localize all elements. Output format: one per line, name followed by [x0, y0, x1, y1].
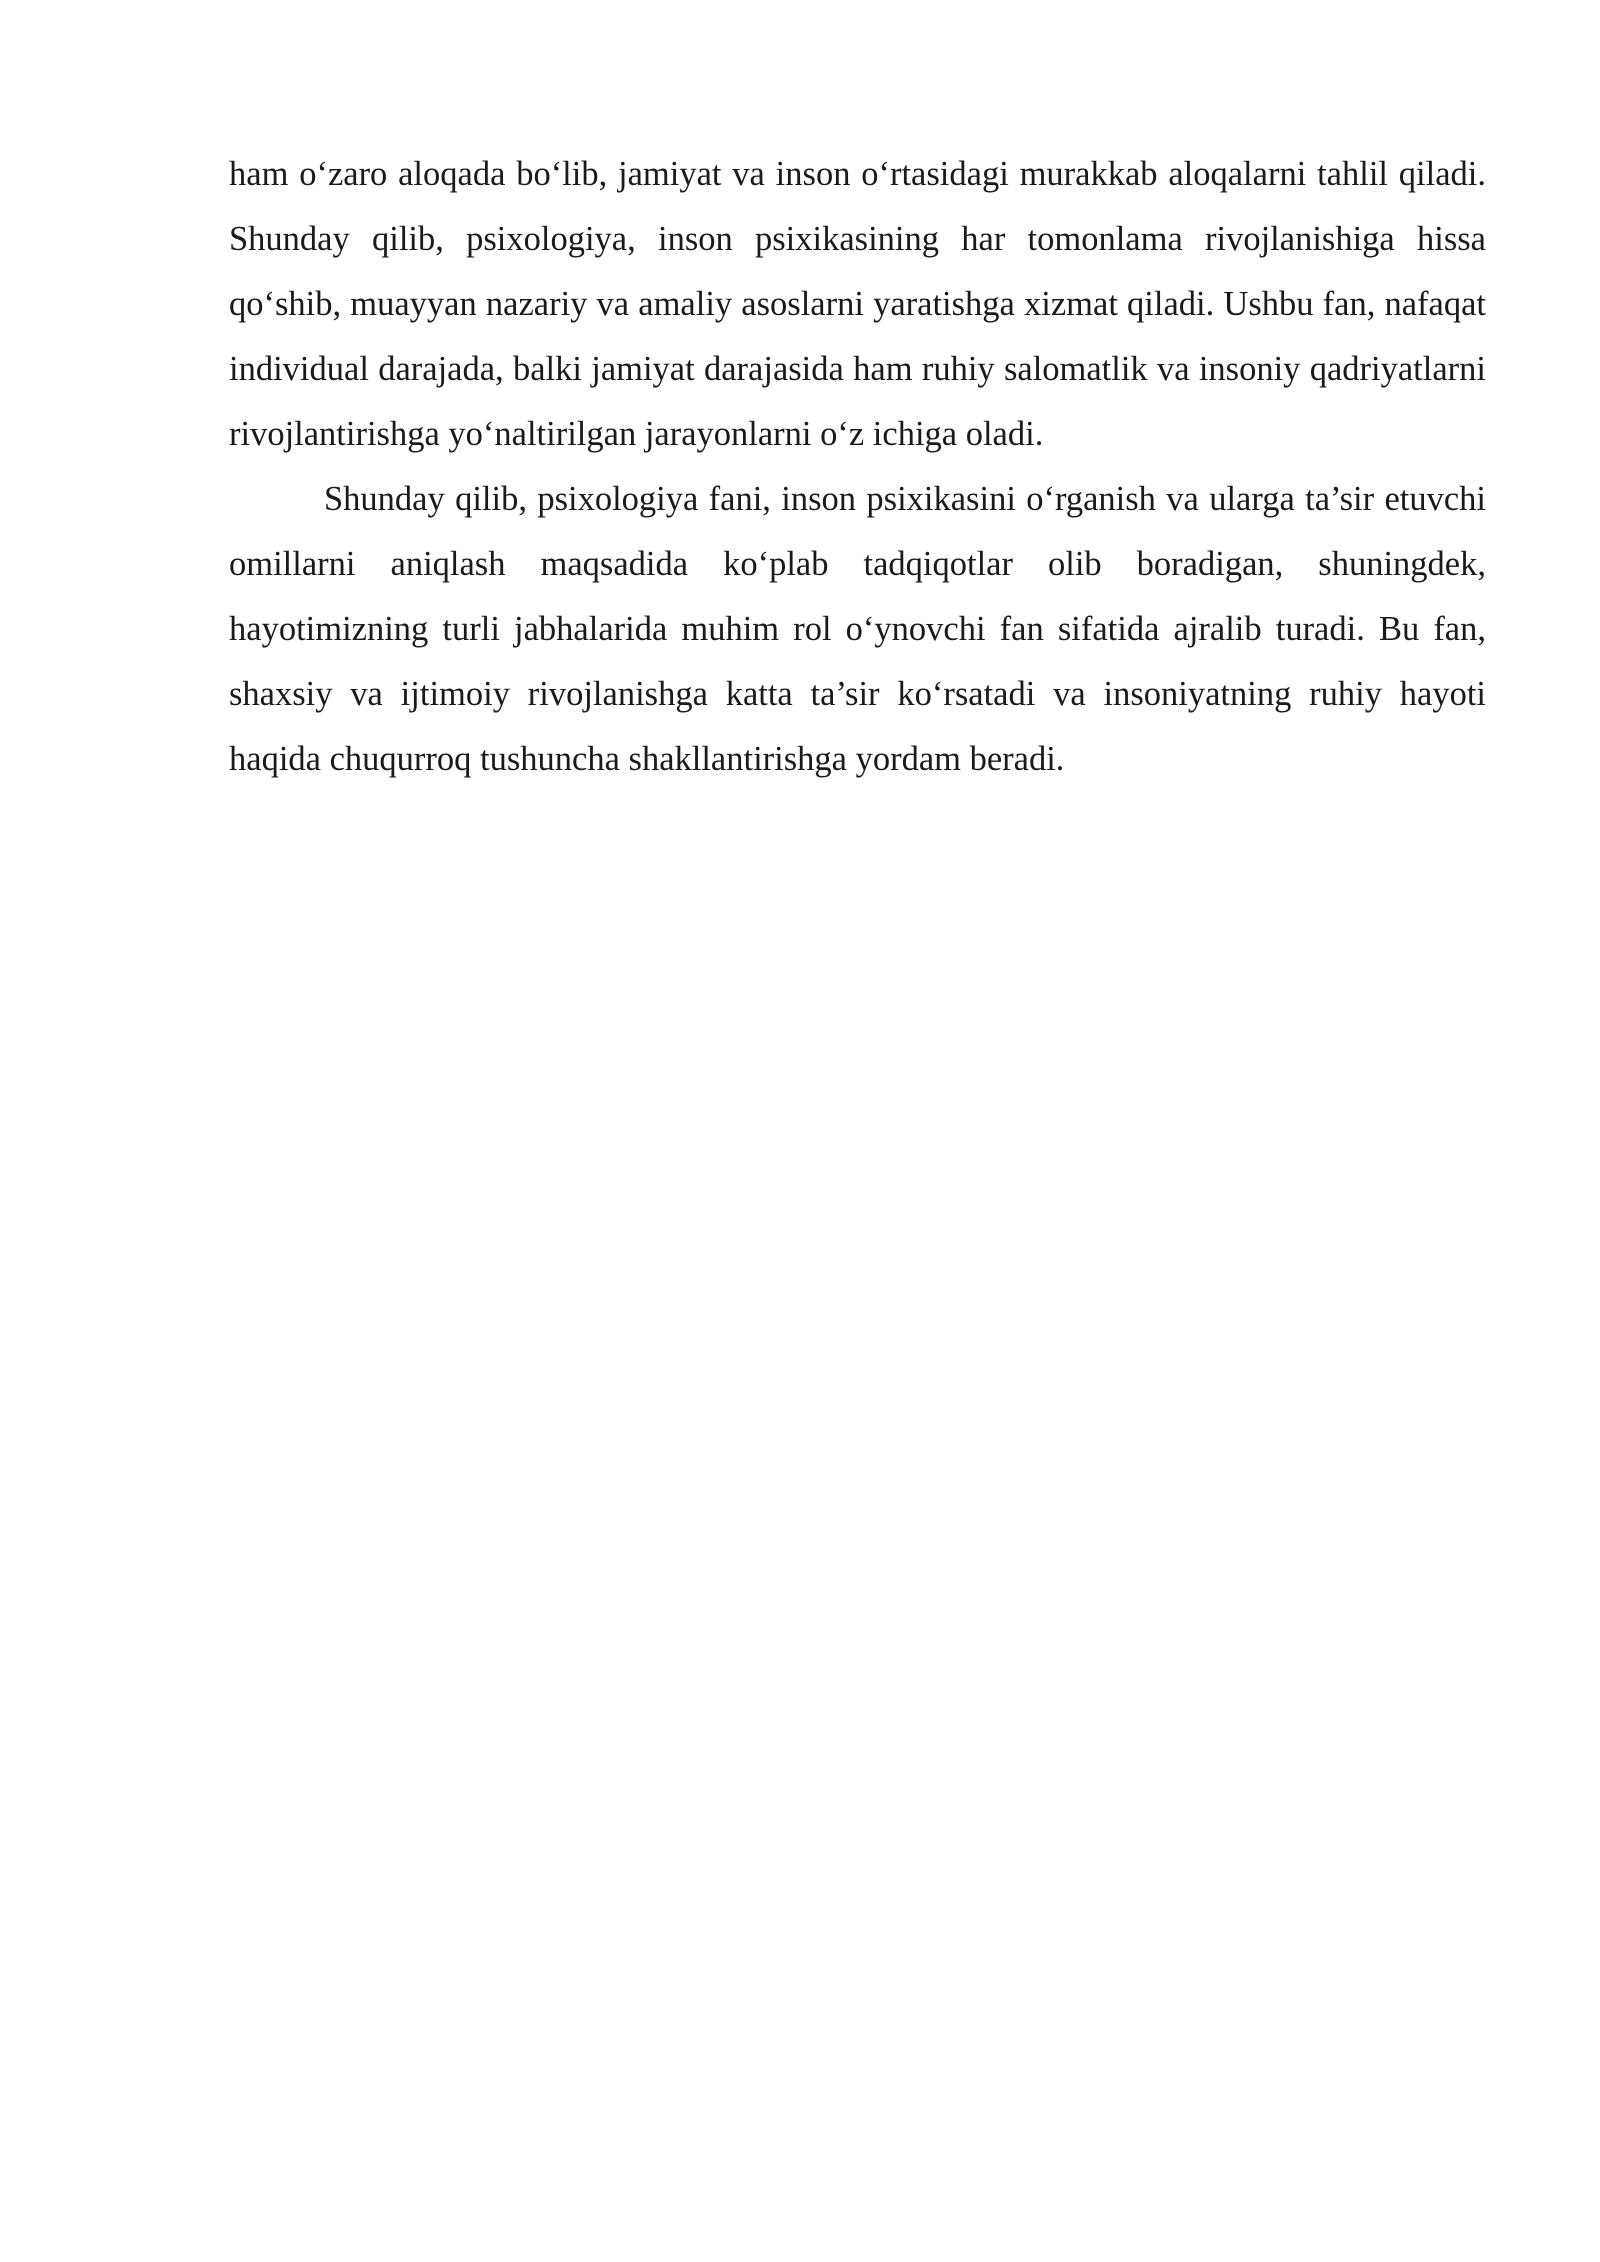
body-text: [229, 142, 1486, 792]
paragraph-conclusion: Shunday qilib, psixologiya fani, inson psixikasini o‘rganish va ularga ta’sir etuvchi omillarni aniqlash maqsadida ko‘plab tadqiqotlar olib boradigan, shuningdek, hayotimizning turli jabhalarida muhim rol o‘ynovchi fan sifatida ajralib turadi. Bu fan, shaxsiy va ijtimoiy rivojlanishga katta ta’sir ko‘rsatadi va insoniyatning ruhiy hayoti haqida chuqurroq tushuncha shakllantirishga yordam beradi.: [229, 480, 1486, 778]
paragraph-continuation: ham o‘zaro aloqada bo‘lib, jamiyat va inson o‘rtasidagi murakkab aloqalarni tahlil qiladi. Shunday qilib, psixologiya, inson psixikasining har tomonlama rivojlanishiga hissa qo‘shib, muayyan nazariy va amaliy asoslarni yaratishga xizmat qiladi. Ushbu fan, nafaqat individual darajada, balki jamiyat darajasida ham ruhiy salomatlik va insoniy qadriyatlarni rivojlantirishga yo‘naltirilgan jarayonlarni o‘z ichiga oladi.: [229, 155, 1486, 453]
